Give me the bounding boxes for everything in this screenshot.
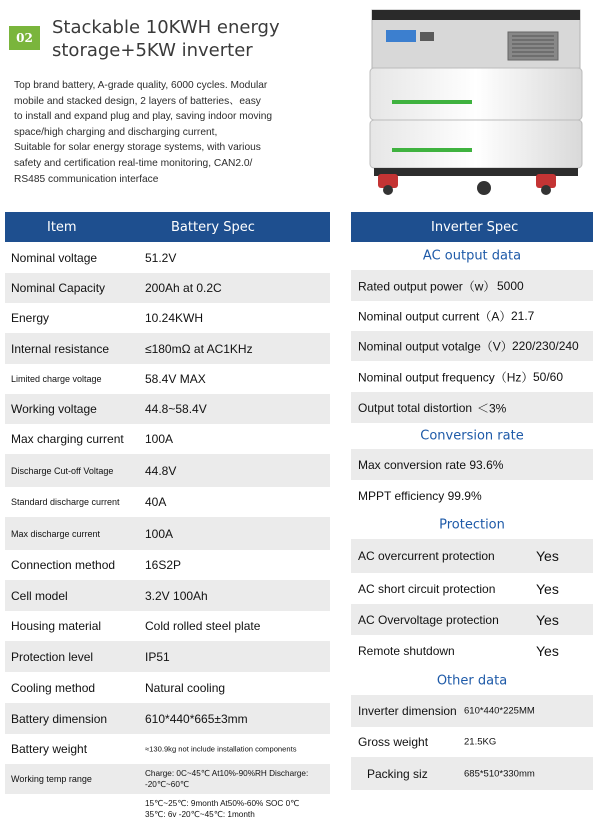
table-row [351,392,593,423]
row-value: 3.2V 100Ah [145,588,208,603]
column-header-inverter-spec: Inverter Spec [431,220,519,235]
row-value: 21.7 [511,309,535,323]
table-row [351,727,593,757]
row-label: AC short circuit protection [358,581,496,596]
row-value: Yes [536,642,559,659]
row-value: Yes [536,611,559,628]
table-row [351,449,593,480]
row-value: 5000 [497,278,524,293]
column-header-item: Item [47,220,77,235]
row-value: ≈130.9kg not include installation components [145,744,297,754]
table-row [5,794,330,826]
page-title [52,16,342,62]
row-label: Nominal output votalge（V） [358,339,513,354]
description-line: to install and expand plug and play, saving indoor moving [14,111,273,123]
row-label: Internal resistance [11,341,110,356]
row-label: Nominal voltage [11,250,98,265]
description-line: Top brand battery, A-grade quality, 6000 cycles. Modular [14,80,268,91]
row-label: Output total distortion [358,400,473,415]
row-label: Housing material [11,619,102,633]
row-label: Nominal Capacity [11,281,106,295]
battery-table-header [5,212,330,242]
row-value: 44.8V [145,463,177,478]
row-label: Working voltage [11,402,97,416]
row-label: Nominal output frequency（Hz） [358,370,534,384]
row-value: 220/230/240 [512,339,579,353]
table-row [351,480,593,511]
row-label: Packing siz [367,766,428,781]
title-line-1: Stackable 10KWH energy [52,17,280,38]
column-header-battery-spec: Battery Spec [171,220,255,235]
row-value: ≤180mΩ at AC1KHz [145,341,253,356]
row-label: Gross weight [358,735,429,749]
table-row [351,301,593,331]
row-label: Discharge Cut-off Voltage [11,465,114,476]
row-value: 16S2P [145,558,182,572]
table-row [5,641,330,672]
row-value: 685*510*330mm [464,768,535,779]
row-value: ＜3% [477,401,507,415]
row-label: Max charging current [11,432,124,446]
table-row [5,734,330,764]
section-other-data: Other data [436,673,508,688]
row-label: Max discharge current [11,528,101,539]
table-row [5,517,330,550]
table-row [5,764,330,794]
row-value: 40A [145,495,167,509]
table-row [5,487,330,517]
row-label: Remote shutdown [358,643,455,658]
row-label: MPPT efficiency 99.9% [358,488,482,503]
storage-temp-line: 35℃: 6v -20℃~45℃: 1month [145,810,255,819]
table-row [5,333,330,364]
section-badge: 02 [9,26,40,50]
row-label: Cell model [11,588,68,603]
table-row [5,703,330,734]
row-label: Working temp range [11,774,92,784]
row-value: 58.4V MAX [145,372,206,386]
inverter-table-header [351,212,593,242]
description-line: safety and certification real-time monitoring, CAN2.0/ [14,157,253,169]
row-label: Protection level [11,649,94,664]
row-value: Charge: 0C~45℃ At10%-90%RH Discharge: -20℃~60℃ [145,769,309,789]
row-label: AC overcurrent protection [358,549,495,563]
row-label: Nominal output current（A） [358,309,512,324]
table-row [5,672,330,703]
row-value: 21.5KG [464,736,497,748]
row-label: Energy [11,311,50,325]
table-row [5,580,330,611]
product-description [14,78,344,187]
table-row [351,635,593,666]
row-label: Limited charge voltage [11,374,102,384]
table-row [5,364,330,394]
table-row [351,270,593,301]
table-row [5,242,330,273]
row-value: 100A [145,526,174,541]
row-value: 610*440*665±3mm [145,711,248,726]
inverter-spec-table [351,212,593,790]
table-row [5,394,330,424]
title-line-2: storage+5KW inverter [52,40,253,61]
row-label: Rated output power（w） [358,279,496,293]
section-ac-output: AC output data [422,248,522,264]
battery-spec-table [5,212,330,826]
row-label: Standard discharge current [11,497,120,507]
row-value: 100A [145,432,174,446]
table-row [351,331,593,361]
table-row [351,757,593,790]
row-value: 10.24KWH [145,311,204,325]
row-value: 610*440*225MM [464,705,535,717]
row-label: AC Overvoltage protection [358,612,499,627]
table-row [5,424,330,454]
row-label: Battery dimension [11,711,108,726]
table-row [351,539,593,573]
battery-cabinet-image [364,2,586,197]
row-label: Inverter dimension [358,704,457,718]
section-protection: Protection [439,517,505,533]
description-line: space/high charging and discharging current, [14,126,218,138]
table-row [5,273,330,303]
table-row [5,454,330,487]
table-row [351,573,593,604]
row-value: Natural cooling [145,680,226,695]
row-value: Cold rolled steel plate [145,619,261,633]
section-conversion-rate: Conversion rate [420,428,524,444]
table-row [351,604,593,635]
table-row [351,361,593,392]
description-line: RS485 communication interface [14,173,159,185]
row-value: 44.8~58.4V [145,402,207,416]
row-label: Cooling method [11,680,96,695]
description-line: mobile and stacked design, 2 layers of batteries、easy [14,95,261,107]
table-row [351,695,593,727]
table-row [5,550,330,580]
row-value: IP51 [145,649,170,664]
storage-temp-line: 15℃~25℃: 9month At50%-60% SOC 0℃ [145,799,300,808]
row-value: 51.2V [145,250,177,265]
row-value: 50/60 [533,369,564,384]
row-value: Yes [536,580,559,597]
row-value: Yes [536,548,559,564]
table-row [5,611,330,641]
row-label: Connection method [11,558,116,572]
table-row [5,303,330,333]
row-value: 200Ah at 0.2C [145,281,222,295]
row-label: Battery weight [11,742,88,756]
description-line: Suitable for solar energy storage systems, with various [14,142,261,154]
row-label: Max conversion rate 93.6% [358,457,504,472]
